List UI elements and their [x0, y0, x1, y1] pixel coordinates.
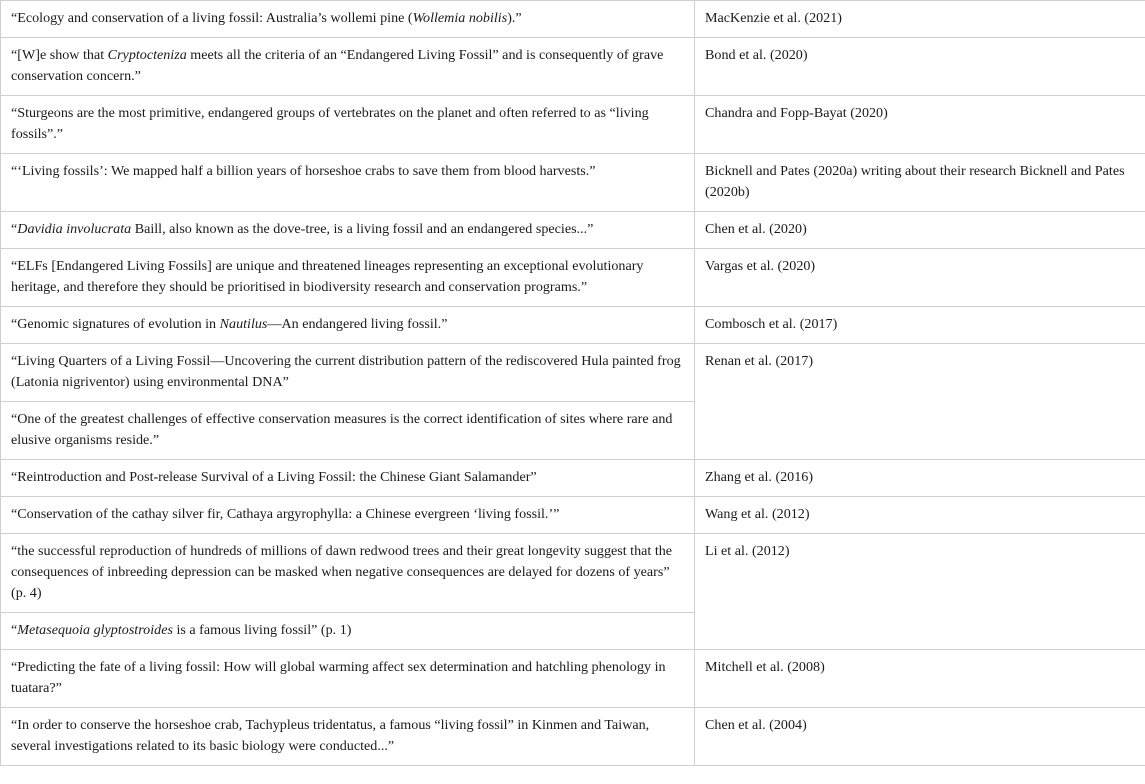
reference-cell: Chen et al. (2004) — [695, 708, 1145, 766]
reference-cell: Bond et al. (2020) — [695, 38, 1145, 96]
reference-cell: Vargas et al. (2020) — [695, 249, 1145, 307]
table-row — [1, 154, 1145, 212]
table-row — [1, 1, 1145, 38]
quote-cell: “the successful reproduction of hundreds of millions of dawn redwood trees and their great longevity suggest that the consequences of inbreeding depression can be masked when negative consequences are delayed for dozens of years” (p. 4) — [1, 534, 695, 613]
table-row — [1, 212, 1145, 249]
quote-cell: “Ecology and conservation of a living fossil: Australia’s wollemi pine (Wollemia nobilis).” — [1, 1, 695, 38]
table-row — [1, 96, 1145, 154]
reference-cell: Mitchell et al. (2008) — [695, 650, 1145, 708]
table-row — [1, 650, 1145, 708]
table-row — [1, 460, 1145, 497]
quote-cell: “In order to conserve the horseshoe crab, Tachypleus tridentatus, a famous “living fossil” in Kinmen and Taiwan, several investigations related to its basic biology were conducted...” — [1, 708, 695, 766]
quote-cell: “One of the greatest challenges of effective conservation measures is the correct identification of sites where rare and elusive organisms reside.” — [1, 402, 695, 460]
reference-cell: MacKenzie et al. (2021) — [695, 1, 1145, 38]
reference-cell: Zhang et al. (2016) — [695, 460, 1145, 497]
table-body — [1, 1, 1145, 766]
reference-cell: Wang et al. (2012) — [695, 497, 1145, 534]
quote-cell: “ELFs [Endangered Living Fossils] are unique and threatened lineages representing an exceptional evolutionary heritage, and therefore they should be prioritised in biodiversity research and conservation programs.” — [1, 249, 695, 307]
quote-cell: “Sturgeons are the most primitive, endangered groups of vertebrates on the planet and often referred to as “living fossils”.” — [1, 96, 695, 154]
reference-cell: Chen et al. (2020) — [695, 212, 1145, 249]
quote-cell: “‘Living fossils’: We mapped half a billion years of horseshoe crabs to save them from blood harvests.” — [1, 154, 695, 212]
reference-cell: Bicknell and Pates (2020a) writing about their research Bicknell and Pates (2020b) — [695, 154, 1145, 212]
quote-cell: “Davidia involucrata Baill, also known as the dove-tree, is a living fossil and an endangered species...” — [1, 212, 695, 249]
reference-cell: Combosch et al. (2017) — [695, 307, 1145, 344]
quote-cell: “Predicting the fate of a living fossil: How will global warming affect sex determination and hatchling phenology in tuatara?” — [1, 650, 695, 708]
quote-cell: “[W]e show that Cryptocteniza meets all the criteria of an “Endangered Living Fossil” and is consequently of grave conservation concern.” — [1, 38, 695, 96]
quote-cell: “Conservation of the cathay silver fir, Cathaya argyrophylla: a Chinese evergreen ‘living fossil.’” — [1, 497, 695, 534]
table-row — [1, 249, 1145, 307]
table-row — [1, 344, 1145, 402]
quote-cell: “Metasequoia glyptostroides is a famous living fossil” (p. 1) — [1, 613, 695, 650]
quote-cell: “Genomic signatures of evolution in Nautilus—An endangered living fossil.” — [1, 307, 695, 344]
table-row — [1, 38, 1145, 96]
reference-cell: Chandra and Fopp-Bayat (2020) — [695, 96, 1145, 154]
table-row — [1, 534, 1145, 613]
reference-cell: Li et al. (2012) — [695, 534, 1145, 650]
table-row — [1, 497, 1145, 534]
reference-cell: Renan et al. (2017) — [695, 344, 1145, 460]
table-row — [1, 307, 1145, 344]
quote-cell: “Reintroduction and Post-release Survival of a Living Fossil: the Chinese Giant Salamander” — [1, 460, 695, 497]
quote-cell: “Living Quarters of a Living Fossil—Uncovering the current distribution pattern of the rediscovered Hula painted frog (Latonia nigriventor) using environmental DNA” — [1, 344, 695, 402]
table-row — [1, 708, 1145, 766]
